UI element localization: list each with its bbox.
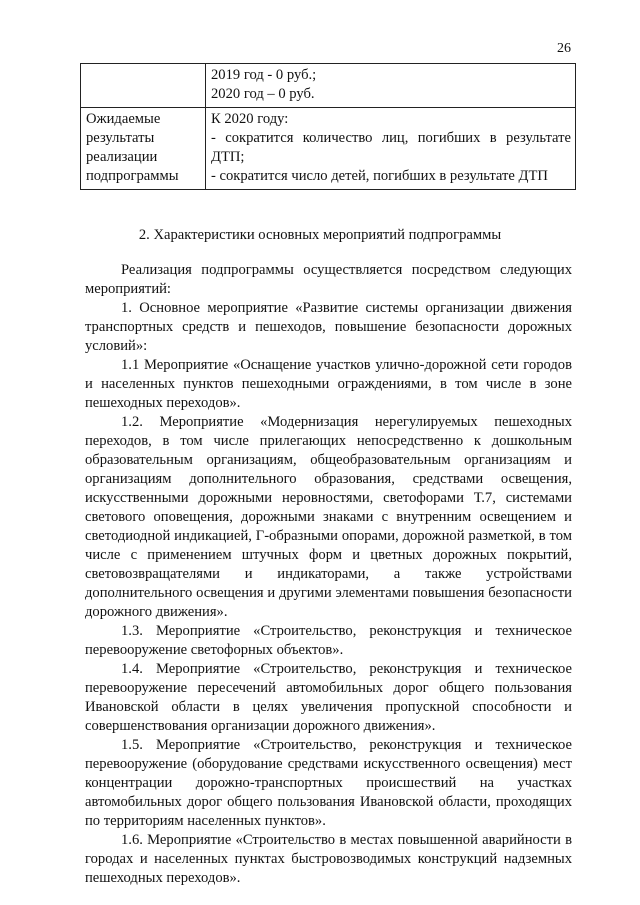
funding-label-cell — [81, 64, 206, 108]
paragraph-measure-1-4: 1.4. Мероприятие «Строительство, реконструкция и техническое перевооружение пересечений автомобильных дорог общего пользования Ивановской области в целях увеличения пропускной способности и совершенствования организации дорожного движения». — [85, 661, 572, 734]
table-row-results — [81, 108, 576, 190]
section-body — [85, 261, 572, 888]
paragraph-measure-1-5: 1.5. Мероприятие «Строительство, реконструкция и техническое перевооружение (оборудование средствами искусственного освещения) мест концентрации дорожно-транспортных происшествий на участках автомобильных дорог общего пользования Ивановской области, проходящих по территориям населенных пунктов». — [85, 737, 572, 829]
paragraph-measure-1: 1. Основное мероприятие «Развитие системы организации движения транспортных средств и пешеходов, повышение безопасности дорожных условий»: — [85, 300, 572, 354]
funding-line-2020: 2020 год – 0 руб. — [211, 86, 315, 102]
table-row-funding — [81, 64, 576, 108]
funding-values-cell — [206, 64, 576, 108]
paragraph-measure-1-1: 1.1 Мероприятие «Оснащение участков улично-дорожной сети городов и населенных пунктов пешеходными ограждениями, в том числе в зоне пешеходных переходов». — [85, 357, 572, 411]
result-item-children: - сократится число детей, погибших в результате ДТП — [211, 168, 548, 184]
section-title: 2. Характеристики основных мероприятий подпрограммы — [138, 227, 502, 243]
page-number: 26 — [557, 41, 571, 56]
expected-results-label: Ожидаемые результаты реализации подпрограммы — [81, 108, 206, 190]
program-info-table — [80, 63, 576, 190]
results-intro: К 2020 году: — [211, 111, 289, 127]
paragraph-intro: Реализация подпрограммы осуществляется посредством следующих мероприятий: — [85, 262, 572, 297]
expected-results-cell — [206, 108, 576, 190]
paragraph-measure-1-2: 1.2. Мероприятие «Модернизация нерегулируемых пешеходных переходов, в том числе прилегающих непосредственно к дошкольным образовательным организациям, общеобразовательным организациям и организациям дополнительного образования, средствами освещения, искусственными дорожными неровностями, светофорами Т.7, системами светового оповещения, дорожными знаками с внутренним освещением и светодиодной индикацией, Г-образными опорами, дорожной разметкой, в том числе с применением штучных форм и цветных дорожных покрытий, световозвращателями и индикаторами, а также устройствами дополнительного освещения и другими элементами повышения безопасности дорожного движения». — [85, 414, 572, 620]
paragraph-measure-1-3: 1.3. Мероприятие «Строительство, реконструкция и техническое перевооружение светофорных объектов». — [85, 623, 572, 658]
funding-line-2019: 2019 год - 0 руб.; — [211, 67, 317, 83]
paragraph-measure-1-6: 1.6. Мероприятие «Строительство в местах повышенной аварийности в городах и населенных пунктах быстровозводимых конструкций надземных пешеходных переходов». — [85, 832, 572, 886]
result-item-fatalities: - сократится количество лиц, погибших в результате ДТП; — [211, 130, 571, 165]
